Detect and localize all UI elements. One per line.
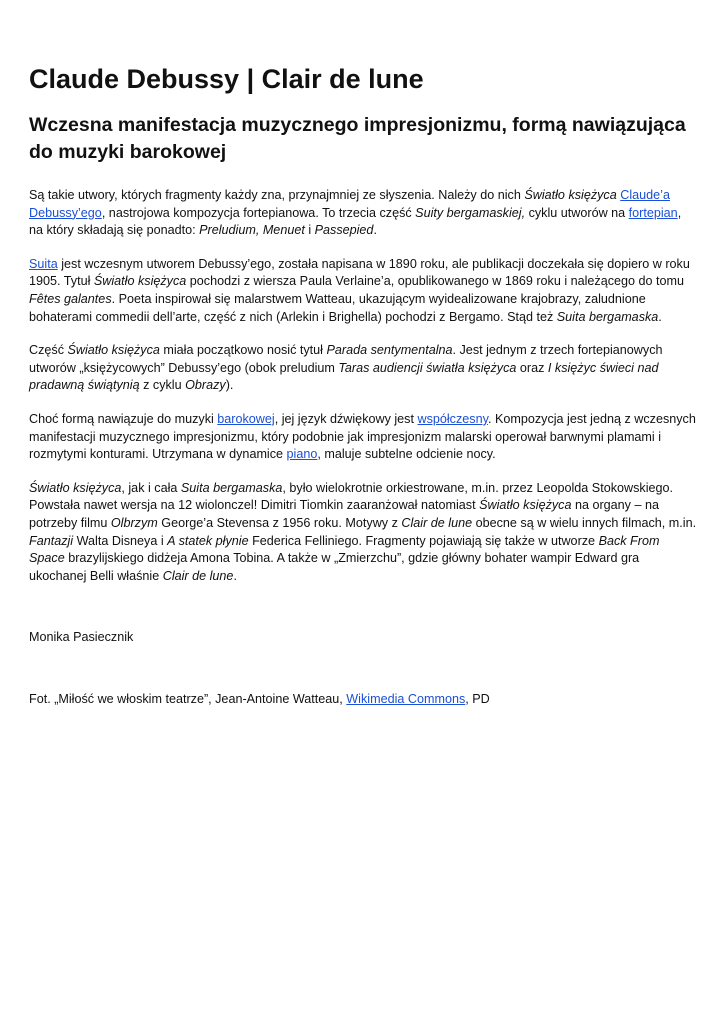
link-claude-debussy[interactable]: Claude’a Debussy’ego [29,188,670,220]
paragraph-intro: Są takie utwory, których fragmenty każdy zna, przynajmniej ze słyszenia. Należy do nich Światło księżyca Claude’a Debussy’ego, nastrojowa kompozycja fortepianowa. To trzecia część Suity bergamaskiej, cyklu utworów na fortepian, na który składają się ponadto: Preludium, Menuet i Passepied. [29,188,682,238]
page-title: Claude Debussy | Clair de lune [29,64,424,94]
document-page [29,62,697,708]
page-subtitle: Wczesna manifestacja muzycznego impresjonizmu, formą nawiązująca do muzyki barokowej [29,114,686,163]
link-suita[interactable]: Suita [29,256,58,271]
link-fortepian[interactable]: fortepian [628,205,678,220]
link-wikimedia-commons[interactable]: Wikimedia Commons [346,691,466,706]
link-piano[interactable]: piano [286,447,318,462]
paragraph-arrangements: Światło księżyca, jak i cała Suita bergamaska, było wielokrotnie orkiestrowane, m.in. przez Leopolda Stokowskiego. Powstała nawet wersja na 12 wiolonczel! Dimitri Tiomkin zaaranżował natomiast Światło księżyca na organy – na potrzeby filmu Olbrzym George’a Stevensa z 1956 roku. Motywy z Clair de lune obecne są w wielu innych filmach, m.in. Fantazji Walta Disneya i A statek płynie Federica Felliniego. Fragmenty pojawiają się także w utworze Back From Space brazylijskiego didżeja Amona Tobina. A także w „Zmierzchu”, gdzie główny bohater wampir Edward gra ukochanej Belli właśnie Clair de lune. [29,480,697,583]
author-name: Monika Pasiecznik [29,630,134,645]
paragraph-title-history: Część Światło księżyca miała początkowo nosić tytuł Parada sentymentalna. Jest jednym z trzech fortepianowych utworów „księżycowych” Debussy’ego (obok preludium Taras audiencji światła księżyca oraz I księżyc świeci nad pradawną świątynią z cyklu Obrazy). [29,343,663,393]
photo-credit: Fot. „Miłość we włoskim teatrze”, Jean-Antoine Watteau, Wikimedia Commons, PD [29,691,490,706]
paragraph-suita: Suita jest wczesnym utworem Debussy’ego, została napisana w 1890 roku, ale publikacji doczekała się dopiero w roku 1905. Tytuł Światło księżyca pochodzi z wiersza Paula Verlaine’a, opublikowanego w 1869 roku i należącego do tomu Fêtes galantes. Poeta inspirował się malarstwem Watteau, ukazującym wyidealizowane krajobrazy, zaludnione bohaterami commedii dell’arte, część z nich (Arlekin i Brighella) pochodzi z Bergamo. Stąd też Suita bergamaska. [29,256,690,324]
paragraph-form: Choć formą nawiązuje do muzyki barokowej, jej język dźwiękowy jest współczesny. Kompozycja jest jedną z wczesnych manifestacji muzycznego impresjonizmu, który podobnie jak impresjonizm malarski operował barwnymi plamami i rozmytymi konturami. Utrzymana w dynamice piano, maluje subtelne odcienie nocy. [29,411,696,462]
link-wspolczesny[interactable]: współczesny [417,411,488,426]
link-barokowej[interactable]: barokowej [217,411,275,426]
